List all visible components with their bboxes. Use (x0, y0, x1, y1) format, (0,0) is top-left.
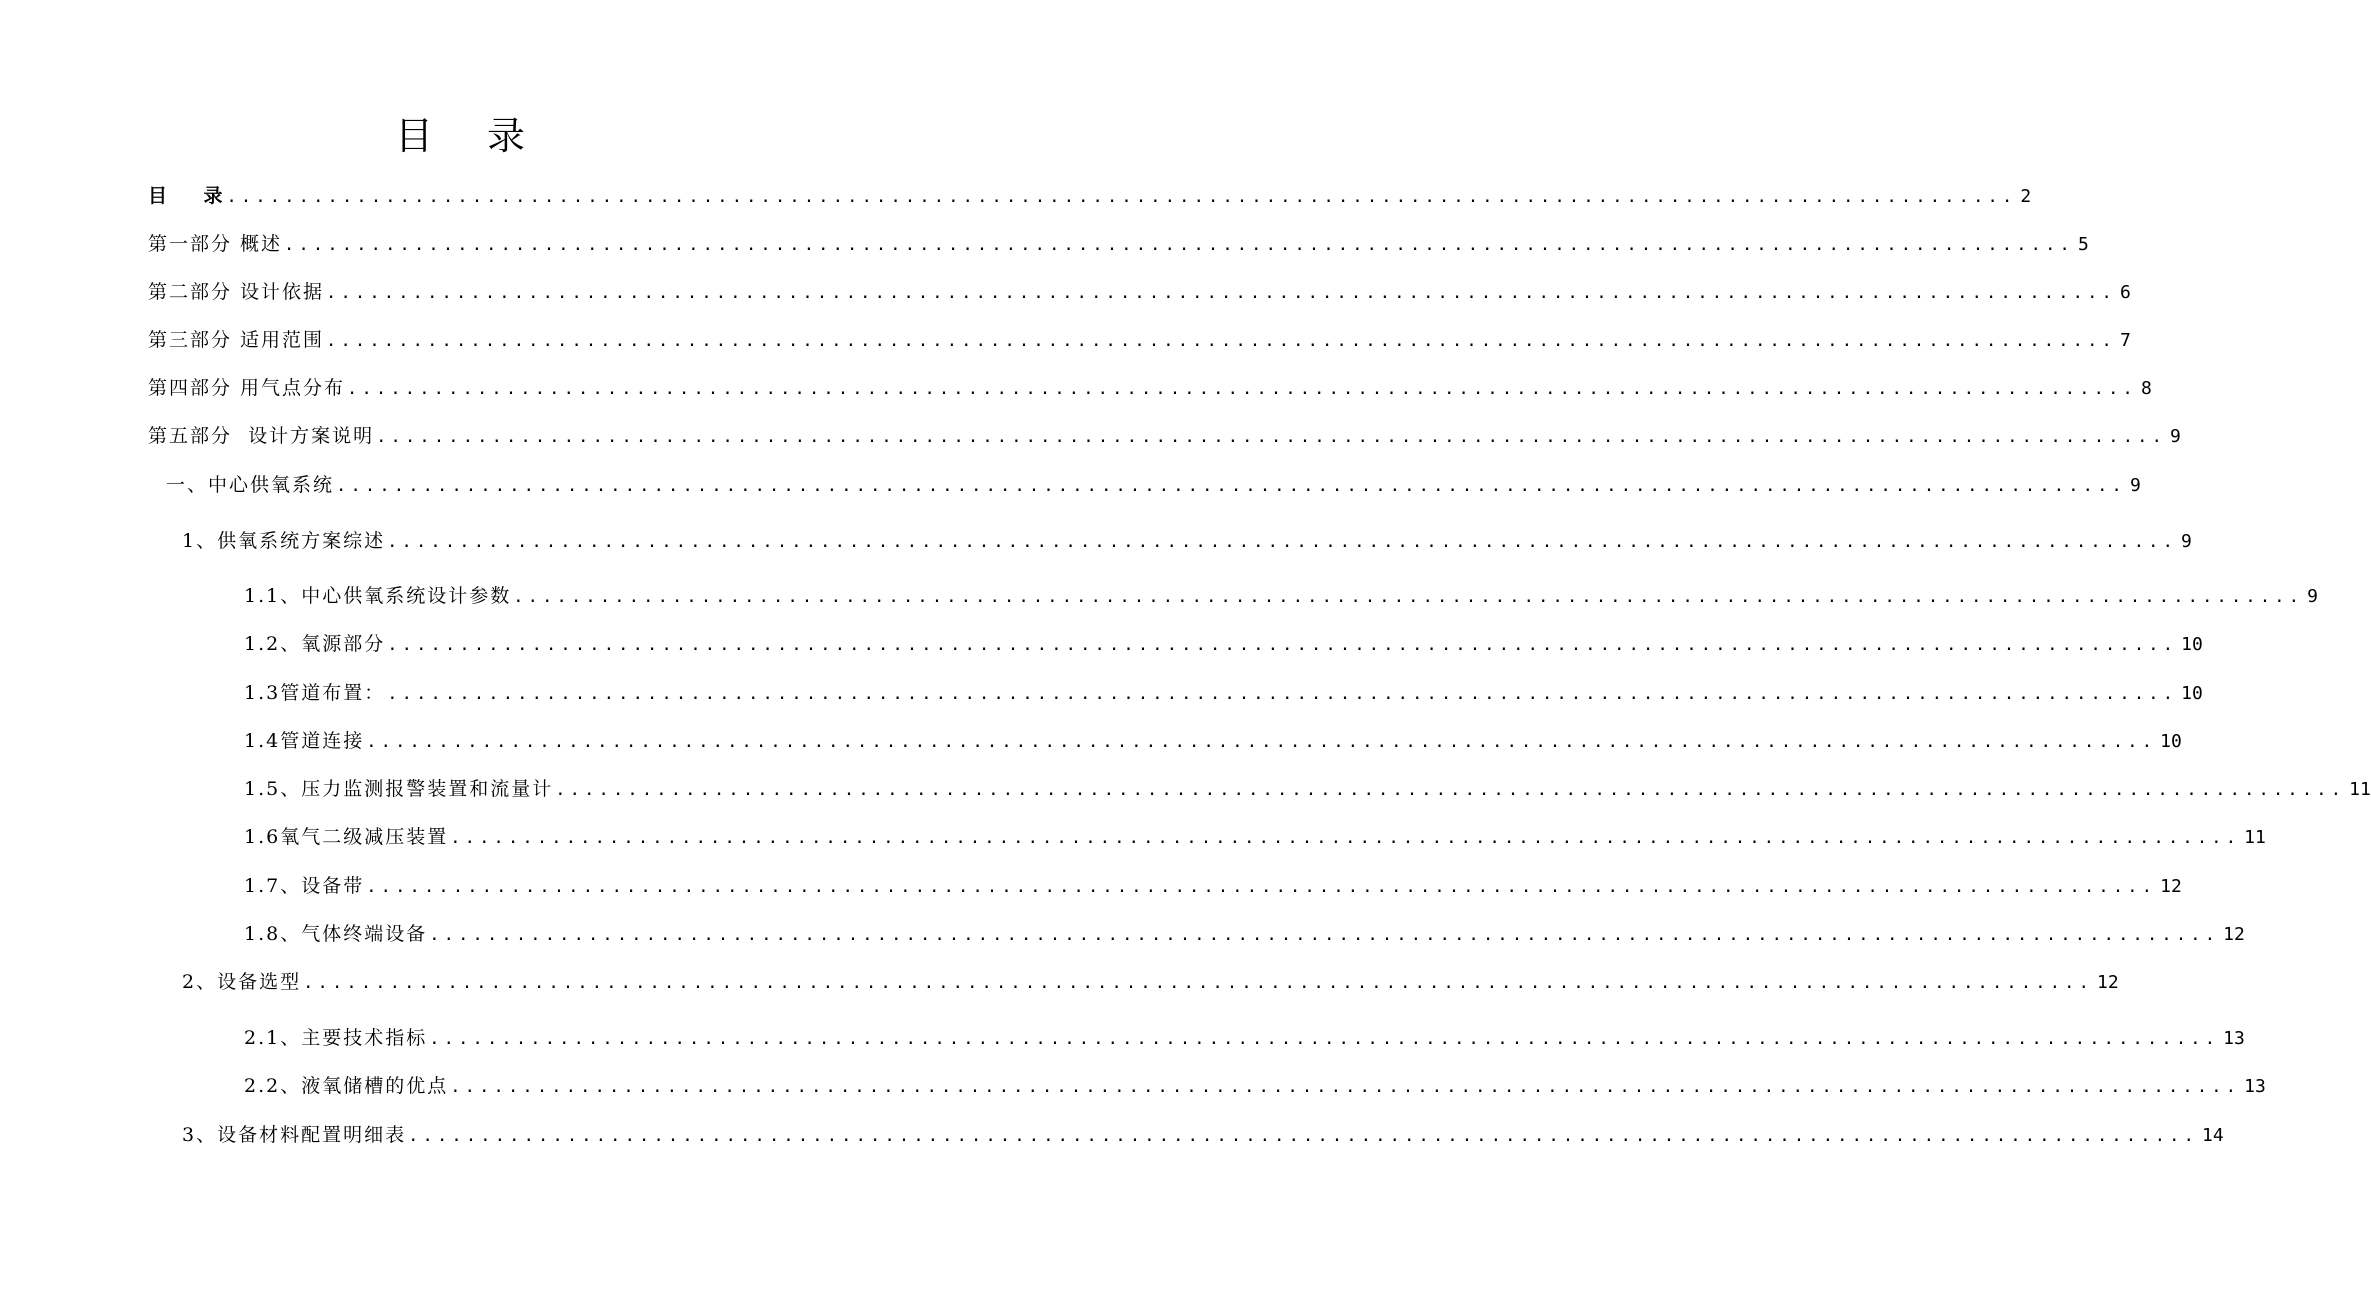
toc-page-number: 12 (2160, 876, 2182, 897)
toc-entry-text: 2.2、液氧储槽的优点 (244, 1075, 449, 1097)
toc-leader: ............................................................................................................................ (450, 1077, 2241, 1097)
toc-entry[interactable] (0, 181, 2032, 211)
toc-entry[interactable] (0, 678, 2203, 708)
toc-leader: ............................................................................................................................ (429, 925, 2220, 945)
toc-entry[interactable] (0, 526, 2192, 556)
toc-leader: ............................................................................................................................ (387, 532, 2178, 552)
toc-entry-text: 1.6氧气二级减压装置 (244, 826, 449, 848)
toc-page-number: 11 (2349, 779, 2371, 800)
toc-leader: ............................................................................................................................ (366, 732, 2157, 752)
toc-entry-text: 1.7、设备带 (244, 875, 365, 897)
toc-entry[interactable] (0, 229, 2089, 259)
toc-entry-text: 1.1、中心供氧系统设计参数 (244, 585, 512, 607)
toc-leader: ............................................................................................................................ (366, 877, 2157, 897)
toc-page-number: 12 (2097, 972, 2119, 993)
toc-entry[interactable] (0, 1023, 2245, 1053)
toc-entry-text: 第二部分 设计依据 (148, 281, 325, 303)
toc-page-number: 9 (2170, 426, 2181, 447)
toc-entry[interactable] (0, 421, 2181, 451)
toc-entry[interactable] (0, 871, 2182, 901)
toc-entry-text: 1.4管道连接 (244, 730, 365, 752)
toc-page-number: 13 (2244, 1076, 2266, 1097)
toc-entry-text: 3、设备材料配置明细表 (182, 1124, 407, 1146)
toc-leader: ............................................................................................................................ (376, 427, 2167, 447)
toc-leader: ............................................................................................................................ (408, 1126, 2199, 1146)
toc-entry[interactable] (0, 1120, 2224, 1150)
toc-entry[interactable] (0, 629, 2203, 659)
toc-entry-text: 1、供氧系统方案综述 (182, 530, 386, 552)
toc-entry-text: 1.5、压力监测报警装置和流量计 (244, 778, 554, 800)
toc-leader: ............................................................................................................................ (226, 187, 2017, 207)
toc-entry-text: 2、设备选型 (182, 971, 302, 993)
toc-page-number: 14 (2202, 1125, 2224, 1146)
toc-leader: ............................................................................................................................ (555, 780, 2346, 800)
toc-entry[interactable] (0, 919, 2245, 949)
toc-leader: ............................................................................................................................ (450, 828, 2241, 848)
toc-leader: ............................................................................................................................ (303, 973, 2094, 993)
toc-entry-text: 目 录 (148, 185, 225, 207)
toc-entry-text: 第五部分 设计方案说明 (148, 425, 375, 447)
toc-entry-text: 2.1、主要技术指标 (244, 1027, 428, 1049)
toc-entry-text: 一、中心供氧系统 (166, 474, 335, 496)
toc-leader: ............................................................................................................................ (284, 235, 2074, 255)
toc-entry[interactable] (0, 470, 2141, 500)
toc-page-number: 7 (2119, 330, 2131, 351)
toc-entry[interactable] (0, 1071, 2266, 1101)
toc-entry[interactable] (0, 822, 2266, 852)
toc-entry[interactable] (0, 373, 2152, 403)
toc-leader: ............................................................................................................................ (347, 379, 2137, 399)
toc-leader: ............................................................................................................................ (336, 476, 2126, 496)
page-title (0, 110, 920, 162)
toc-entry-text: 第一部分 概述 (148, 233, 283, 255)
toc-entry[interactable] (0, 726, 2182, 756)
toc-page-number: 9 (2129, 475, 2141, 496)
toc-entry-text: 第三部分 适用范围 (148, 329, 325, 351)
toc-leader: ............................................................................................................................ (429, 1029, 2220, 1049)
toc-page-number: 10 (2181, 683, 2203, 704)
toc-entry-text: 第四部分 用气点分布 (148, 377, 346, 399)
toc-entry[interactable] (0, 774, 2371, 804)
toc-page-number: 6 (2119, 282, 2131, 303)
toc-page-number: 10 (2181, 634, 2203, 655)
toc-entry-text: 1.3管道布置： (244, 682, 386, 704)
title-char-2: 录 (487, 114, 526, 158)
toc-leader: ............................................................................................................................ (326, 331, 2116, 351)
toc-page-number: 2 (2020, 186, 2032, 207)
toc-page-number: 13 (2223, 1028, 2245, 1049)
toc-leader: ............................................................................................................................ (326, 283, 2116, 303)
toc-page-number: 9 (2307, 586, 2318, 607)
toc-page-number: 12 (2223, 924, 2245, 945)
toc-page-number: 9 (2181, 531, 2192, 552)
toc-page-number: 11 (2244, 827, 2266, 848)
toc-page-number: 10 (2160, 731, 2182, 752)
toc-leader: ............................................................................................................................ (513, 587, 2304, 607)
toc-entry-text: 1.8、气体终端设备 (244, 923, 428, 945)
toc-leader: ............................................................................................................................ (387, 635, 2178, 655)
toc-entry[interactable] (0, 277, 2131, 307)
toc-entry[interactable] (0, 967, 2119, 997)
toc-page-number: 8 (2140, 378, 2152, 399)
toc-page-number: 5 (2077, 234, 2089, 255)
toc-entry-text: 1.2、氧源部分 (244, 633, 386, 655)
toc-entry[interactable] (0, 581, 2318, 611)
title-char-1: 目 (394, 114, 433, 158)
toc-leader: ............................................................................................................................ (387, 684, 2178, 704)
toc-entry[interactable] (0, 325, 2131, 355)
